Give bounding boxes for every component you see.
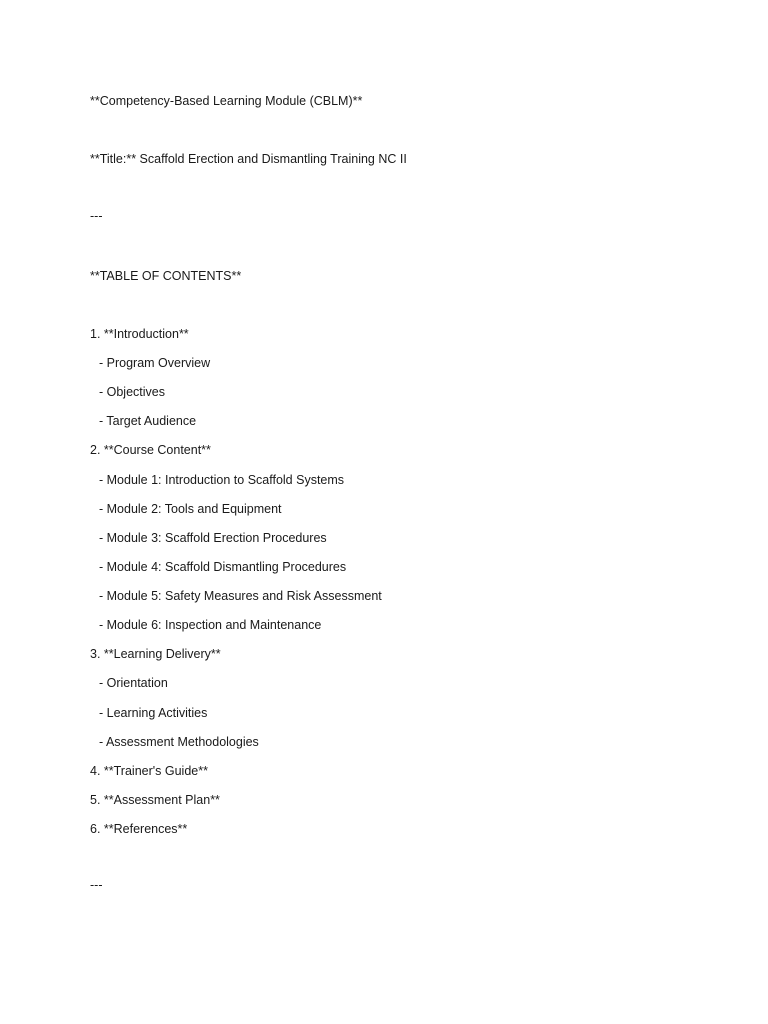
separator-bottom: ---	[90, 878, 103, 892]
toc-item: - Module 2: Tools and Equipment	[99, 502, 282, 516]
toc-section-references: 6. **References**	[90, 822, 188, 836]
toc-item: - Module 1: Introduction to Scaffold Systems	[99, 473, 345, 487]
title-line: **Title:** Scaffold Erection and Dismantling Training NC II	[90, 152, 407, 166]
toc-item: - Target Audience	[99, 414, 197, 428]
toc-item: - Module 6: Inspection and Maintenance	[99, 618, 322, 632]
toc-item: - Module 4: Scaffold Dismantling Procedures	[99, 560, 347, 574]
toc-item: - Orientation	[99, 676, 168, 690]
separator-top: ---	[90, 209, 103, 223]
toc-item: - Program Overview	[99, 356, 211, 370]
toc-heading: **TABLE OF CONTENTS**	[90, 269, 242, 283]
toc-item: - Assessment Methodologies	[99, 735, 259, 749]
module-header: **Competency-Based Learning Module (CBLM)**	[90, 94, 363, 108]
toc-section-trainers-guide: 4. **Trainer's Guide**	[90, 764, 208, 778]
toc-item: - Module 3: Scaffold Erection Procedures	[99, 531, 327, 545]
toc-item: - Learning Activities	[99, 706, 208, 720]
toc-section-course-content: 2. **Course Content**	[90, 443, 211, 457]
toc-section-introduction: 1. **Introduction**	[90, 327, 189, 341]
toc-section-learning-delivery: 3. **Learning Delivery**	[90, 647, 221, 661]
toc-item: - Module 5: Safety Measures and Risk Assessment	[99, 589, 382, 603]
toc-item: - Objectives	[99, 385, 165, 399]
toc-section-assessment-plan: 5. **Assessment Plan**	[90, 793, 220, 807]
